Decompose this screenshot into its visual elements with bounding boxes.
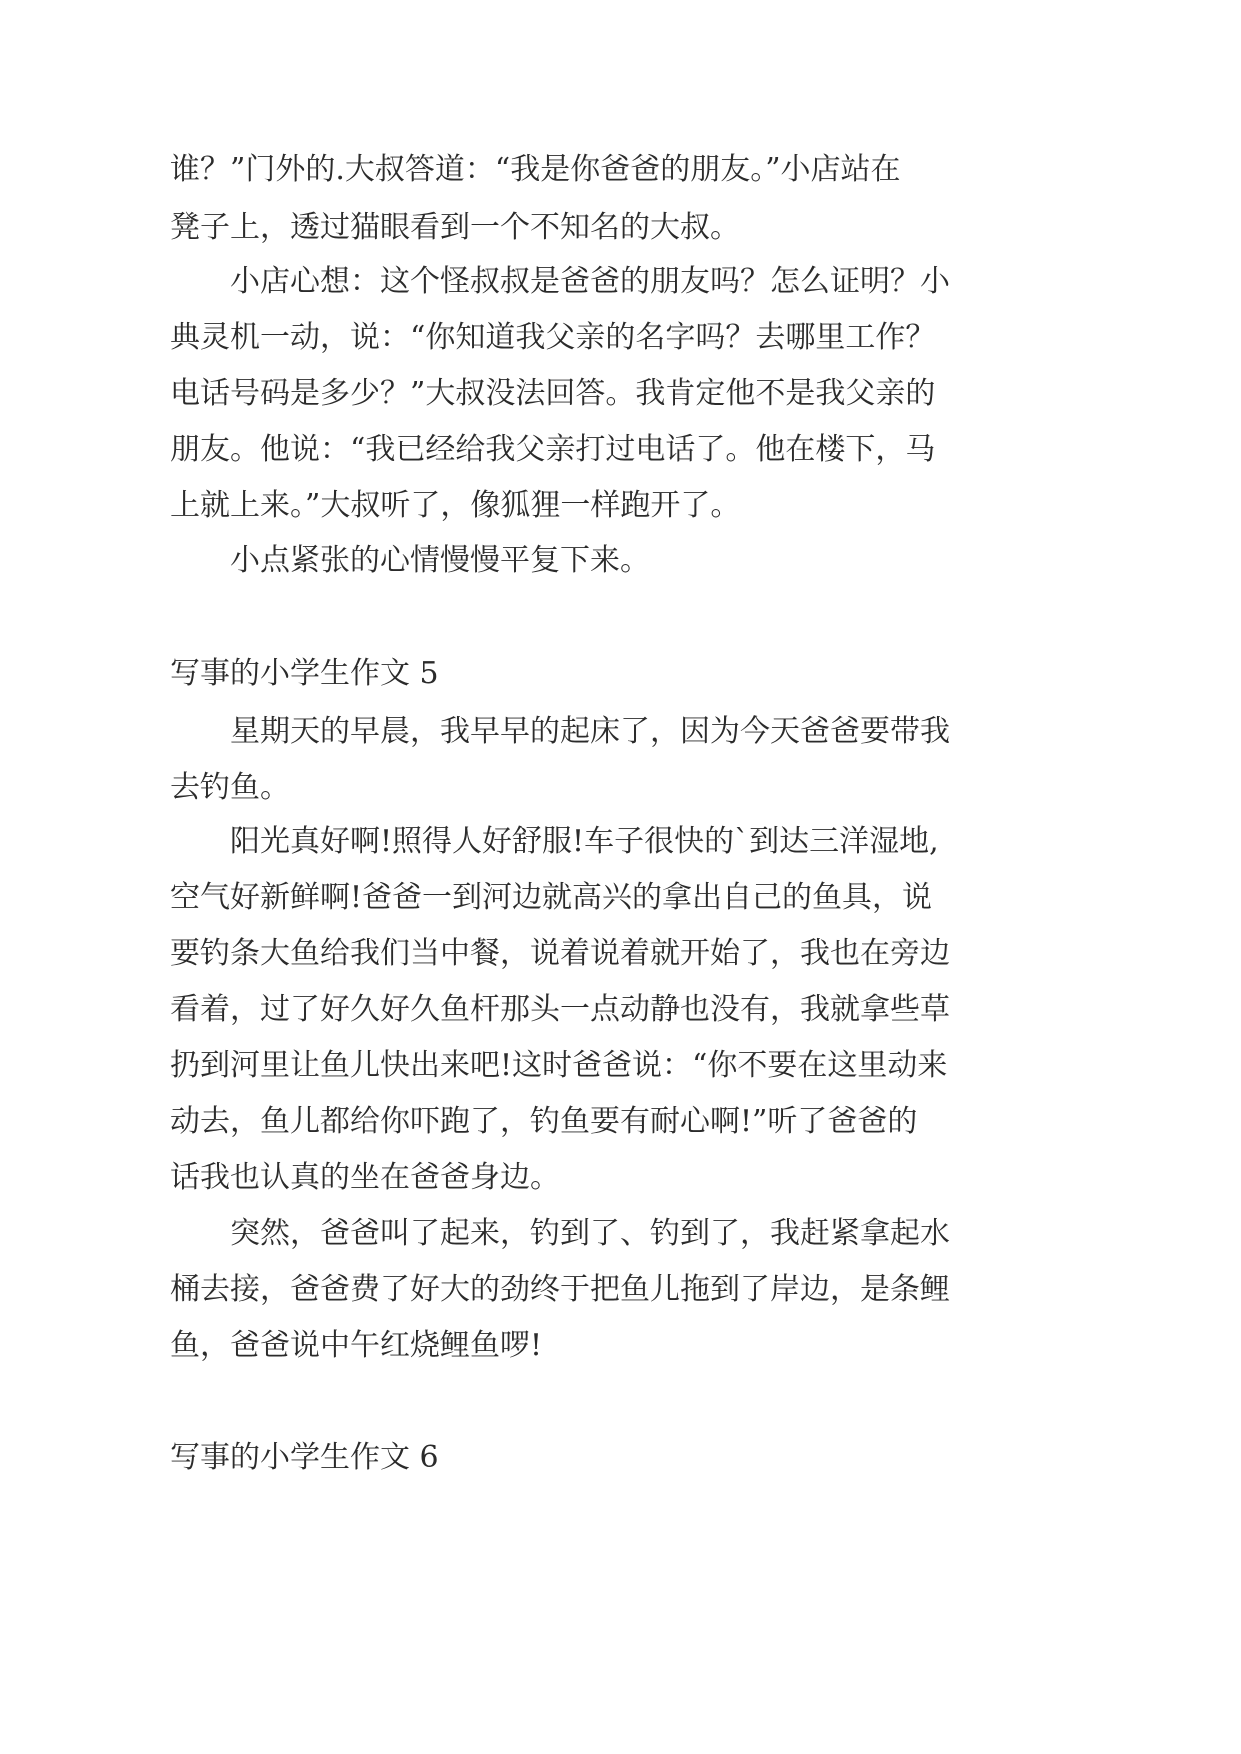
paragraph-line: 空气好新鲜啊!爸爸一到河边就高兴的拿出自己的鱼具，说 (170, 880, 933, 915)
paragraph-line: 小点紧张的心情慢慢平复下来。 (230, 543, 650, 578)
paragraph-line: 桶去接，爸爸费了好大的劲终于把鱼儿拖到了岸边，是条鲤 (170, 1272, 950, 1307)
paragraph-line: 星期天的早晨，我早早的起床了，因为今天爸爸要带我 (230, 714, 950, 749)
paragraph-line: 典灵机一动，说：“你知道我父亲的名字吗？去哪里工作？ (170, 320, 936, 355)
paragraph-line: 鱼，爸爸说中午红烧鲤鱼啰! (170, 1328, 543, 1363)
paragraph-line: 扔到河里让鱼儿快出来吧!这时爸爸说：“你不要在这里动来 (170, 1048, 948, 1083)
section-title: 写事的小学生作文 6 (170, 1440, 439, 1475)
paragraph-line: 看着，过了好久好久鱼杆那头一点动静也没有，我就拿些草 (170, 992, 950, 1027)
paragraph-line: 去钓鱼。 (170, 770, 290, 805)
paragraph-line: 电话号码是多少？”大叔没法回答。我肯定他不是我父亲的 (170, 376, 936, 411)
paragraph-line: 谁？”门外的.大叔答道：“我是你爸爸的朋友。”小店站在 (170, 152, 901, 187)
paragraph-line: 凳子上，透过猫眼看到一个不知名的大叔。 (170, 210, 740, 245)
paragraph-line: 要钓条大鱼给我们当中餐，说着说着就开始了，我也在旁边 (170, 936, 950, 971)
paragraph-line: 上就上来。”大叔听了，像狐狸一样跑开了。 (170, 488, 741, 523)
paragraph-line: 突然，爸爸叫了起来，钓到了、钓到了，我赶紧拿起水 (230, 1216, 950, 1251)
paragraph-line: 小店心想：这个怪叔叔是爸爸的朋友吗？怎么证明？小 (230, 264, 950, 299)
paragraph-line: 动去，鱼儿都给你吓跑了，钓鱼要有耐心啊!”听了爸爸的 (170, 1104, 918, 1139)
paragraph-line: 话我也认真的坐在爸爸身边。 (170, 1160, 560, 1195)
paragraph-line: 阳光真好啊!照得人好舒服!车子很快的`到达三洋湿地, (230, 824, 939, 859)
section-title: 写事的小学生作文 5 (170, 656, 439, 691)
paragraph-line: 朋友。他说：“我已经给我父亲打过电话了。他在楼下，马 (170, 432, 936, 467)
